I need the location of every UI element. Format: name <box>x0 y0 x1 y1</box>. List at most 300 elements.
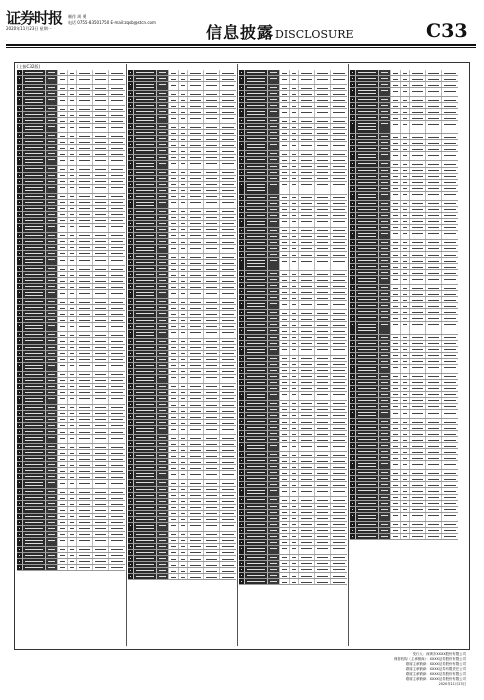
investor-name-cell <box>356 152 379 160</box>
value-cell <box>188 511 204 516</box>
value-cell <box>315 85 331 90</box>
value-cell <box>77 405 93 410</box>
value-cell <box>93 145 109 150</box>
quantity-cell <box>169 70 178 75</box>
section-title-cn: 信息披露 <box>206 23 275 42</box>
quantity-cell <box>280 362 289 367</box>
value-cell <box>109 450 125 455</box>
value-cell <box>315 219 331 227</box>
value-cell <box>109 218 125 223</box>
value-cell <box>77 200 93 205</box>
price-cell <box>68 257 77 265</box>
value-cell <box>426 315 442 320</box>
value-cell <box>315 567 331 572</box>
quantity-cell <box>169 200 178 208</box>
table-row <box>239 142 347 151</box>
value-cell <box>331 228 347 233</box>
price-cell <box>68 299 77 304</box>
code-cell <box>379 341 391 346</box>
quantity-cell <box>280 328 289 333</box>
price-cell <box>68 311 77 316</box>
value-cell <box>331 368 347 373</box>
code-cell <box>268 136 280 141</box>
value-cell <box>204 324 220 329</box>
investor-name-cell <box>23 278 46 283</box>
value-cell <box>410 341 426 346</box>
value-cell <box>204 459 220 464</box>
quantity-cell <box>391 455 400 460</box>
investor-name-cell <box>356 501 379 506</box>
table-row <box>350 152 458 161</box>
value-cell <box>93 284 109 289</box>
price-cell <box>179 272 188 277</box>
investor-name-cell <box>134 266 157 271</box>
table-row <box>17 97 125 106</box>
value-cell <box>426 398 442 403</box>
value-cell <box>299 510 315 515</box>
value-cell <box>204 91 220 96</box>
value-cell <box>410 303 426 308</box>
value-cell <box>220 260 236 265</box>
investor-name-cell <box>23 70 46 75</box>
code-cell <box>157 266 169 271</box>
value-cell <box>204 499 220 504</box>
investor-name-cell <box>134 505 157 510</box>
value-cell <box>315 207 331 212</box>
quantity-cell <box>58 565 67 570</box>
code-cell <box>268 228 280 233</box>
value-cell <box>331 277 347 282</box>
investor-name-cell <box>23 332 46 337</box>
value-cell <box>188 278 204 283</box>
continuation-label: (上接C32版) <box>17 64 41 69</box>
value-cell <box>426 341 442 346</box>
code-cell <box>157 305 169 310</box>
investor-name-cell <box>245 142 268 150</box>
code-cell <box>157 233 169 238</box>
quantity-cell <box>169 532 178 537</box>
value-cell <box>331 374 347 379</box>
quantity-cell <box>391 507 400 512</box>
price-cell <box>290 504 299 509</box>
table-row <box>128 200 236 209</box>
quantity-cell <box>169 170 178 175</box>
code-cell <box>46 139 58 144</box>
value-cell <box>442 419 458 424</box>
code-cell <box>46 194 58 199</box>
value-cell <box>299 341 315 346</box>
value-cell <box>220 170 236 175</box>
code-cell <box>379 386 391 391</box>
value-cell <box>426 513 442 521</box>
price-cell <box>68 559 77 564</box>
value-cell <box>426 322 442 334</box>
value-cell <box>109 124 125 132</box>
quantity-cell <box>391 152 400 160</box>
investor-name-cell <box>245 482 268 487</box>
quantity-cell <box>169 182 178 187</box>
quantity-cell <box>169 161 178 169</box>
value-cell <box>220 82 236 90</box>
quantity-cell <box>391 297 400 302</box>
price-cell <box>401 392 410 397</box>
price-cell <box>179 305 188 310</box>
investor-name-cell <box>245 195 268 200</box>
code-cell <box>46 384 58 389</box>
value-cell <box>220 568 236 573</box>
price-cell <box>401 449 410 454</box>
quantity-cell <box>391 168 400 173</box>
investor-name-cell <box>23 194 46 199</box>
code-cell <box>157 245 169 253</box>
price-cell <box>401 335 410 340</box>
investor-name-cell <box>134 511 157 516</box>
investor-name-cell <box>245 579 268 584</box>
value-cell <box>204 254 220 259</box>
value-cell <box>426 213 442 218</box>
quantity-cell <box>169 465 178 470</box>
value-cell <box>77 559 93 564</box>
table-row <box>17 124 125 133</box>
price-cell <box>290 546 299 554</box>
value-cell <box>220 188 236 193</box>
quantity-cell <box>169 544 178 549</box>
investor-name-cell <box>23 133 46 138</box>
value-cell <box>426 419 442 424</box>
investor-name-cell <box>245 497 268 502</box>
price-cell <box>179 414 188 419</box>
value-cell <box>93 212 109 217</box>
price-cell <box>401 270 410 275</box>
quantity-cell <box>169 245 178 253</box>
quantity-cell <box>169 299 178 304</box>
value-cell <box>299 488 315 496</box>
code-cell <box>157 556 169 561</box>
value-cell <box>331 97 347 102</box>
quantity-cell <box>58 323 67 331</box>
quantity-cell <box>169 194 178 199</box>
quantity-cell <box>280 419 289 424</box>
value-cell <box>220 227 236 232</box>
value-cell <box>299 213 315 218</box>
quantity-cell <box>391 134 400 139</box>
quantity-cell <box>169 284 178 289</box>
value-cell <box>109 332 125 337</box>
investor-name-cell <box>23 514 46 519</box>
value-cell <box>331 130 347 135</box>
investor-name-cell <box>245 240 268 245</box>
value-cell <box>77 429 93 434</box>
quantity-cell <box>391 425 400 430</box>
investor-name-cell <box>134 390 157 395</box>
quantity-cell <box>58 501 67 506</box>
quantity-cell <box>391 146 400 151</box>
quantity-cell <box>58 185 67 193</box>
quantity-cell <box>169 227 178 232</box>
value-cell <box>109 429 125 434</box>
value-cell <box>220 351 236 356</box>
price-cell <box>290 407 299 412</box>
investor-name-cell <box>23 305 46 310</box>
investor-name-cell <box>356 315 379 320</box>
quantity-cell <box>58 520 67 525</box>
investor-name-cell <box>356 461 379 469</box>
quantity-cell <box>169 311 178 316</box>
price-cell <box>179 402 188 407</box>
quantity-cell <box>391 213 400 218</box>
value-cell <box>188 357 204 362</box>
price-cell <box>68 185 77 193</box>
value-cell <box>77 212 93 217</box>
value-cell <box>93 106 109 111</box>
price-cell <box>68 212 77 217</box>
value-cell <box>204 305 220 310</box>
code-cell <box>46 378 58 383</box>
value-cell <box>299 464 315 469</box>
value-cell <box>188 523 204 531</box>
quantity-cell <box>280 476 289 481</box>
quantity-cell <box>280 573 289 578</box>
value-cell <box>442 270 458 275</box>
quantity-cell <box>169 408 178 413</box>
price-cell <box>68 532 77 537</box>
code-cell <box>268 118 280 123</box>
investor-name-cell <box>356 240 379 245</box>
code-cell <box>157 194 169 199</box>
value-cell <box>299 425 315 430</box>
value-cell <box>442 425 458 430</box>
code-cell <box>379 207 391 212</box>
investor-name-cell <box>356 522 379 527</box>
value-cell <box>188 194 204 199</box>
code-cell <box>46 179 58 184</box>
value-cell <box>109 345 125 350</box>
quantity-cell <box>391 225 400 230</box>
value-cell <box>93 378 109 383</box>
value-cell <box>109 305 125 310</box>
value-cell <box>188 499 204 504</box>
code-cell <box>46 284 58 289</box>
code-cell <box>157 272 169 277</box>
code-cell <box>46 206 58 211</box>
price-cell <box>68 151 77 156</box>
value-cell <box>77 133 93 138</box>
value-cell <box>299 368 315 373</box>
value-cell <box>315 246 331 251</box>
value-cell <box>204 290 220 298</box>
quantity-cell <box>280 470 289 475</box>
value-cell <box>109 290 125 298</box>
quantity-cell <box>391 174 400 179</box>
value-cell <box>410 309 426 314</box>
value-cell <box>315 374 331 379</box>
value-cell <box>188 517 204 522</box>
value-cell <box>331 335 347 340</box>
value-cell <box>188 420 204 425</box>
code-cell <box>268 142 280 150</box>
value-cell <box>315 470 331 475</box>
code-cell <box>46 118 58 123</box>
quantity-cell <box>280 579 289 584</box>
table-row <box>128 523 236 532</box>
code-cell <box>157 562 169 567</box>
value-cell <box>220 161 236 169</box>
quantity-cell <box>169 480 178 485</box>
quantity-cell <box>391 419 400 424</box>
price-cell <box>68 396 77 404</box>
value-cell <box>331 476 347 481</box>
price-cell <box>401 437 410 442</box>
value-cell <box>188 493 204 498</box>
value-cell <box>204 130 220 135</box>
price-cell <box>401 398 410 403</box>
value-cell <box>188 284 204 289</box>
quantity-cell <box>391 528 400 533</box>
investor-name-cell <box>23 559 46 564</box>
price-cell <box>401 341 410 346</box>
value-cell <box>299 142 315 150</box>
quantity-cell <box>169 176 178 181</box>
code-cell <box>379 103 391 108</box>
code-cell <box>157 91 169 96</box>
value-cell <box>77 547 93 552</box>
value-cell <box>188 487 204 492</box>
value-cell <box>426 449 442 454</box>
value-cell <box>331 70 347 75</box>
code-cell <box>268 70 280 75</box>
investor-name-cell <box>134 182 157 187</box>
investor-name-cell <box>23 299 46 304</box>
investor-name-cell <box>134 480 157 485</box>
value-cell <box>220 209 236 214</box>
price-cell <box>290 295 299 300</box>
code-cell <box>268 103 280 108</box>
value-cell <box>299 201 315 206</box>
investor-name-cell <box>356 109 379 114</box>
investor-name-cell <box>134 330 157 338</box>
value-cell <box>331 85 347 90</box>
value-cell <box>109 299 125 304</box>
price-cell <box>68 429 77 434</box>
price-cell <box>290 555 299 560</box>
code-cell <box>268 219 280 227</box>
code-cell <box>157 369 169 374</box>
investor-name-cell <box>245 283 268 288</box>
value-cell <box>426 192 442 200</box>
price-cell <box>179 538 188 543</box>
value-cell <box>410 207 426 212</box>
value-cell <box>77 565 93 570</box>
price-cell <box>401 488 410 493</box>
code-cell <box>46 266 58 271</box>
value-cell <box>188 390 204 395</box>
value-cell <box>204 200 220 208</box>
code-cell <box>268 374 280 379</box>
investor-name-cell <box>134 170 157 175</box>
quantity-cell <box>280 157 289 162</box>
quantity-cell <box>280 522 289 527</box>
price-cell <box>179 239 188 244</box>
value-cell <box>77 338 93 343</box>
value-cell <box>204 426 220 434</box>
value-cell <box>77 332 93 337</box>
investor-name-cell <box>245 458 268 463</box>
investor-name-cell <box>356 425 379 430</box>
value-cell <box>315 419 331 424</box>
quantity-cell <box>280 195 289 200</box>
table-row <box>350 276 458 285</box>
value-cell <box>77 501 93 506</box>
quantity-cell <box>391 380 400 385</box>
code-cell <box>157 351 169 356</box>
value-cell <box>93 468 109 473</box>
price-cell <box>179 91 188 96</box>
value-cell <box>204 239 220 244</box>
price-cell <box>290 240 299 245</box>
price-cell <box>290 103 299 108</box>
investor-name-cell <box>134 517 157 522</box>
code-cell <box>268 91 280 96</box>
notice-issuer: 发行人：深圳市XXXX股份有限公司 <box>412 652 466 656</box>
investor-name-cell <box>23 257 46 265</box>
code-cell <box>46 429 58 434</box>
quantity-cell <box>169 260 178 265</box>
value-cell <box>410 76 426 81</box>
quantity-cell <box>391 392 400 397</box>
price-cell <box>290 136 299 141</box>
value-cell <box>93 206 109 211</box>
value-cell <box>331 452 347 457</box>
price-cell <box>179 324 188 329</box>
code-cell <box>268 431 280 436</box>
value-cell <box>93 495 109 500</box>
value-cell <box>442 404 458 409</box>
investor-name-cell <box>23 106 46 111</box>
code-cell <box>268 482 280 487</box>
value-cell <box>109 173 125 178</box>
value-cell <box>315 176 331 181</box>
quantity-cell <box>391 501 400 506</box>
price-cell <box>68 390 77 395</box>
quantity-cell <box>280 431 289 436</box>
investor-name-cell <box>245 328 268 333</box>
code-cell <box>379 425 391 430</box>
page-number: C33 <box>426 20 468 42</box>
price-cell <box>401 276 410 284</box>
price-cell <box>290 118 299 123</box>
quantity-cell <box>280 567 289 572</box>
investor-name-cell <box>134 441 157 446</box>
value-cell <box>299 374 315 379</box>
value-cell <box>220 221 236 226</box>
code-cell <box>157 396 169 401</box>
table-row <box>239 347 347 356</box>
value-cell <box>188 574 204 579</box>
quantity-cell <box>280 124 289 129</box>
price-cell <box>290 219 299 227</box>
investor-name-cell <box>245 130 268 135</box>
investor-name-cell <box>23 547 46 552</box>
investor-name-cell <box>23 474 46 479</box>
quantity-cell <box>391 410 400 418</box>
code-cell <box>268 234 280 239</box>
price-cell <box>290 97 299 102</box>
price-cell <box>179 176 188 181</box>
investor-name-cell <box>245 201 268 206</box>
table-row <box>17 76 125 85</box>
price-cell <box>68 200 77 205</box>
price-cell <box>401 246 410 251</box>
